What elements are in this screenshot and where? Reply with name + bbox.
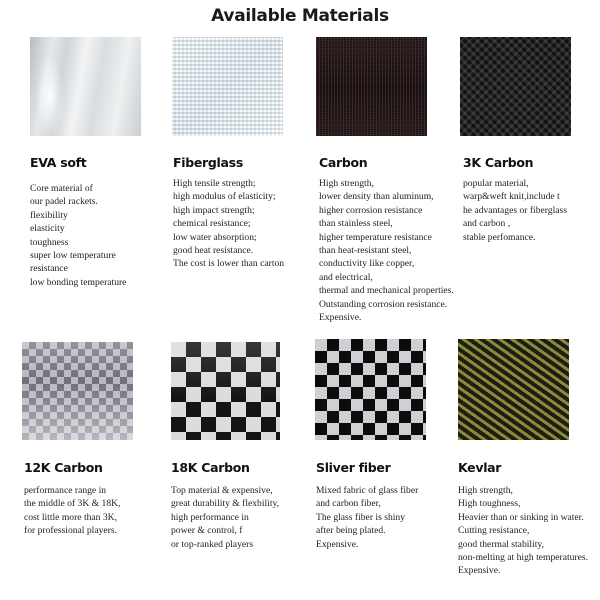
material-description-carbon: High strength, lower density than aluminum, higher corrosion resistance than stainless steel, higher temperature resistance than heat-resistant steel, conductivity like copper, and electrical, thermal and mechanical properties. Outstanding corrosion resistance. Expensive. — [319, 178, 454, 324]
material-description-kevlar: High strength, High toughness, Heavier than or sinking in water. Cutting resistance, good thermal stability, non-melting at high temperatures. Expensive. — [458, 485, 589, 577]
material-name-eva-soft: EVA soft — [30, 155, 87, 170]
kevlar-material-image — [458, 339, 569, 440]
sliver-fiber-material-image — [315, 339, 426, 440]
material-description-3k-carbon: popular material, warp&weft knit,include t he advantages or fiberglass and carbon , stable perfomance. — [463, 178, 567, 243]
page-title: Available Materials — [211, 6, 389, 26]
eva-soft-material-image — [30, 37, 141, 136]
material-name-3k-carbon: 3K Carbon — [463, 155, 534, 170]
fiberglass-material-image — [172, 37, 283, 136]
material-name-18k-carbon: 18K Carbon — [171, 460, 250, 475]
12k-carbon-material-image — [22, 342, 133, 440]
material-name-sliver-fiber: Sliver fiber — [316, 460, 391, 475]
material-name-fiberglass: Fiberglass — [173, 155, 243, 170]
material-description-fiberglass: High tensile strength; high modulus of elasticity; high impact strength; chemical resistance; low water absorption; good heat resistance. The cost is lower than carton — [173, 178, 285, 270]
3k-carbon-material-image — [460, 37, 571, 136]
carbon-material-image — [316, 37, 427, 136]
material-description-18k-carbon: Top material & expensive, great durability & flexbility, high performance in power & control, f or top-ranked players — [171, 485, 280, 550]
material-name-carbon: Carbon — [319, 155, 368, 170]
material-description-sliver-fiber: Mixed fabric of glass fiber and carbon fiber, The glass fiber is shiny after being plated. Expensive. — [316, 485, 419, 550]
material-name-kevlar: Kevlar — [458, 460, 502, 475]
material-description-12k-carbon: performance range in the middle of 3K & 18K, cost little more than 3K, for professional players. — [24, 485, 121, 537]
18k-carbon-material-image — [171, 342, 280, 440]
material-name-12k-carbon: 12K Carbon — [24, 460, 103, 475]
material-description-eva-soft: Core material of our padel rackets. flexibility elasticity toughness super low temperature resistance low bonding temperature — [30, 183, 127, 288]
